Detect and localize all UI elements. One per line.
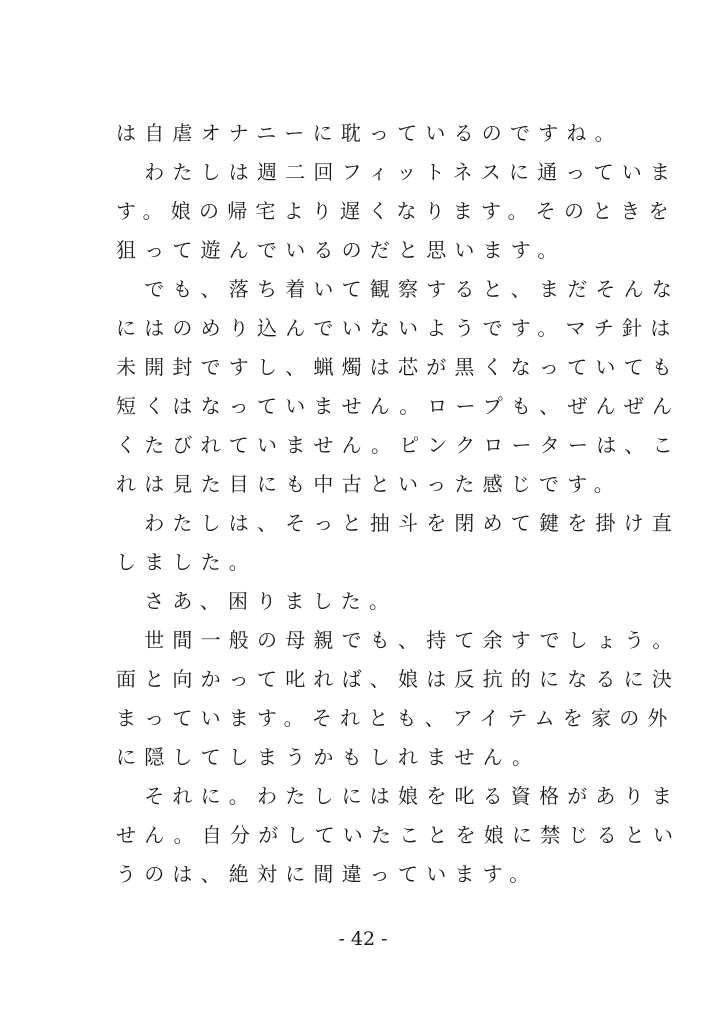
text-line: せん。自分がしていたことを娘に禁じるとい bbox=[116, 823, 682, 847]
text-line: す。娘の帰宅より遅くなります。そのときを bbox=[116, 199, 677, 223]
text-line: 面と向かって叱れば、娘は反抗的になるに決 bbox=[116, 667, 680, 691]
text-line: に隠してしまうかもしれません。 bbox=[116, 745, 541, 769]
text-line: まっています。それとも、アイテムを家の外 bbox=[116, 706, 676, 730]
text-line: は自虐オナニーに耽っているのですね。 bbox=[116, 121, 623, 145]
text-line: れは見た目にも中古といった感じです。 bbox=[116, 472, 622, 496]
text-line: それに。わたしには娘を叱る資格がありま bbox=[116, 784, 680, 808]
text-line: しました。 bbox=[116, 550, 257, 574]
text-line: わたしは週二回フィットネスに通っていま bbox=[116, 160, 679, 184]
text-line: うのは、絶対に間違っています。 bbox=[116, 862, 538, 886]
text-line: 未開封ですし、蝋燭は芯が黒くなっていても bbox=[116, 355, 680, 379]
text-line: 狙って遊んでいるのだと思います。 bbox=[116, 238, 566, 262]
text-line: さあ、困りました。 bbox=[116, 589, 398, 613]
text-line: わたしは、そっと抽斗を閉めて鍵を掛け直 bbox=[116, 511, 680, 535]
body-text bbox=[116, 114, 682, 894]
text-line: 世間一般の母親でも、持て余すでしょう。 bbox=[116, 628, 681, 652]
text-line: くたびれていません。ピンクローターは、こ bbox=[116, 433, 681, 457]
text-line: でも、落ち着いて観察すると、まだそんな bbox=[116, 277, 680, 301]
text-line: 短くはなっていません。ロープも、ぜんぜん bbox=[116, 394, 681, 418]
text-line: にはのめり込んでいないようです。マチ針は bbox=[116, 316, 679, 340]
page-number: - 42 - bbox=[338, 928, 388, 950]
